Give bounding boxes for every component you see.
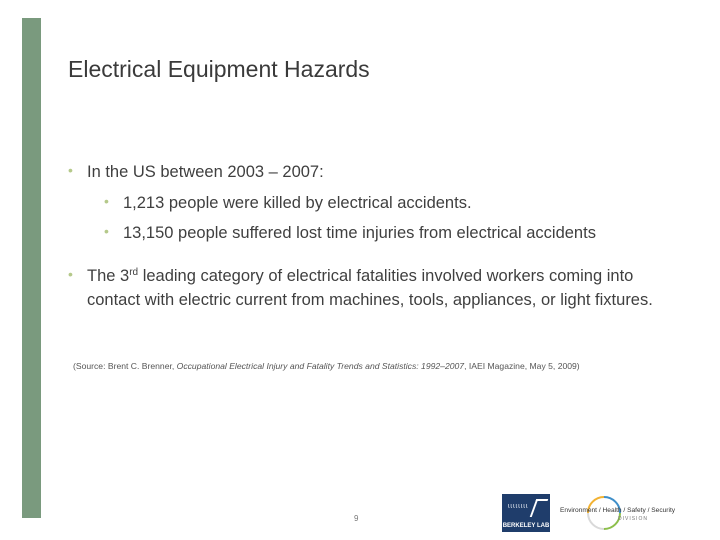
bullet-main-2-pre: The 3 — [87, 267, 130, 285]
ehs-logo — [560, 494, 688, 532]
bullet-icon: • — [68, 266, 73, 282]
bullet-icon: • — [104, 193, 109, 209]
berkeley-lab-text: BERKELEY LAB — [502, 523, 550, 529]
ehs-subtext: DIVISION — [618, 516, 648, 522]
source-post: , IAEI Magazine, May 5, 2009) — [464, 361, 580, 371]
bullet-icon: • — [104, 223, 109, 239]
berkeley-lab-dots: ɩɩɩɩɩɩɩɩ — [508, 503, 529, 510]
bullet-main-2-sup: rd — [129, 267, 139, 278]
source-citation — [73, 361, 580, 371]
side-accent-bar — [22, 18, 41, 518]
ehs-text: Environment / Health / Safety / Security — [560, 507, 676, 514]
source-title: Occupational Electrical Injury and Fatality Trends and Statistics: 1992–2007 — [176, 361, 465, 371]
bullet-main-2 — [87, 264, 687, 312]
page-number: 9 — [354, 514, 359, 523]
berkeley-lab-mark-icon — [530, 499, 549, 517]
slide-title: Electrical Equipment Hazards — [68, 56, 370, 82]
bullet-sub-2: 13,150 people suffered lost time injuries from electrical accidents — [123, 224, 596, 242]
bullet-main-1: In the US between 2003 – 2007: — [87, 163, 324, 181]
source-pre: (Source: Brent C. Brenner, — [73, 361, 177, 371]
bullet-main-2-post: leading category of electrical fatalities involved workers coming into contact with electric current from machines, tools, appliances, or light fixtures. — [87, 267, 653, 309]
berkeley-lab-logo — [502, 494, 550, 532]
bullet-icon: • — [68, 162, 73, 178]
bullet-sub-1: 1,213 people were killed by electrical accidents. — [123, 194, 472, 212]
